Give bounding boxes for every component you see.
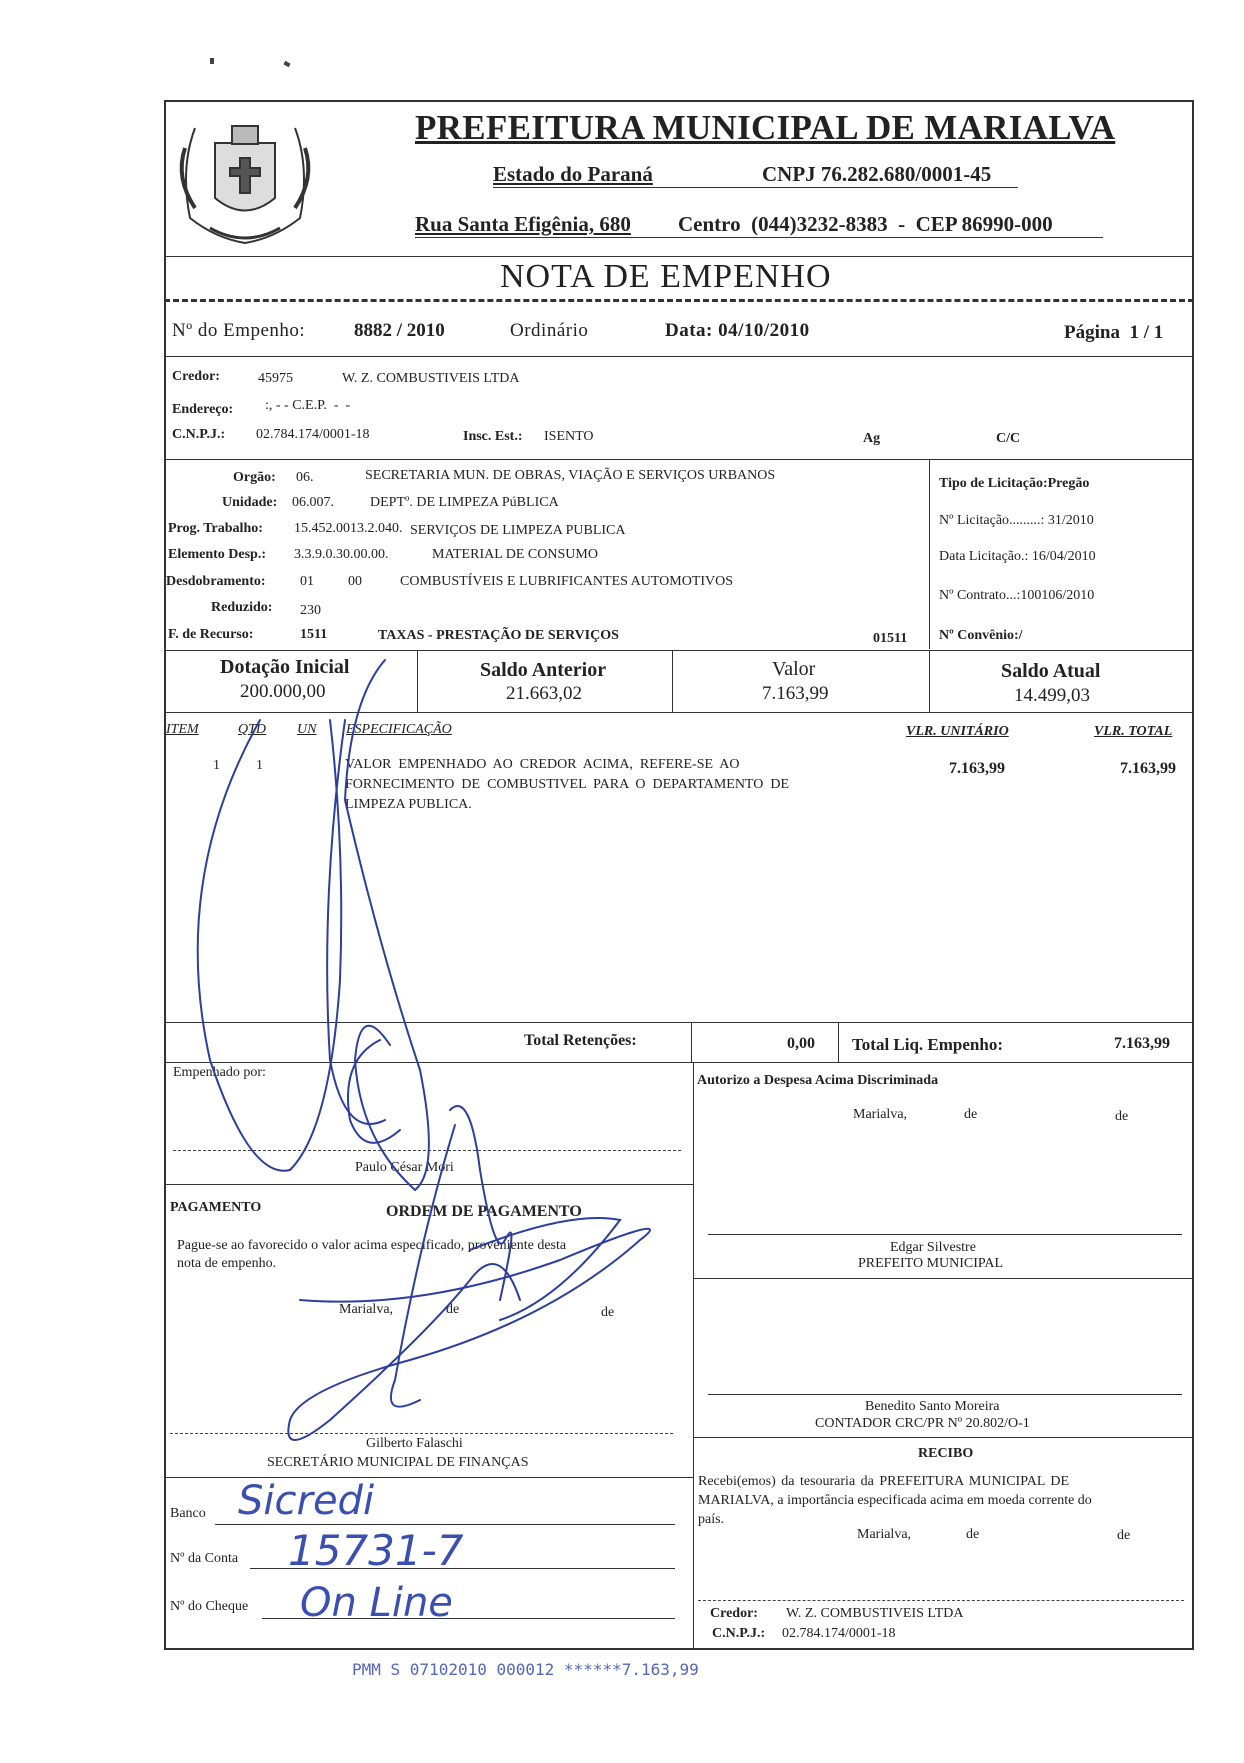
fonte-label: F. de Recurso: — [168, 627, 254, 642]
pagamento-text: nota de empenho. — [177, 1256, 277, 1271]
item-quantity: 1 — [256, 758, 263, 773]
coat-of-arms-icon — [170, 108, 320, 248]
numero-convenio: Nº Convênio:/ — [939, 628, 1023, 643]
cheque-handwritten-value: On Line — [300, 1580, 453, 1626]
divider — [691, 1022, 692, 1062]
signature-line — [173, 1150, 681, 1151]
endereco-value: :, - - C.E.P. - - — [265, 398, 351, 413]
column-item: ITEM — [166, 722, 199, 737]
item-unit-value: 7.163,99 — [949, 760, 1005, 777]
recibo-text: país. — [698, 1512, 725, 1527]
orgao-label: Orgão: — [233, 470, 276, 485]
cnpj-credor-label: C.N.P.J.: — [172, 427, 226, 442]
empenhado-label: Empenhado por: — [173, 1065, 266, 1080]
divider — [164, 299, 1194, 302]
signature-line — [698, 1600, 1184, 1601]
secretario-name: Gilberto Falaschi — [366, 1436, 463, 1451]
empenho-type: Ordinário — [510, 320, 589, 341]
pagamento-label: PAGAMENTO — [170, 1200, 262, 1215]
municipality-title: PREFEITURA MUNICIPAL DE MARIALVA — [415, 108, 1116, 147]
contador-name: Benedito Santo Moreira — [865, 1399, 1000, 1414]
divider — [164, 650, 1194, 651]
desdobramento-code: 01 — [300, 574, 314, 589]
autorizo-label: Autorizo a Despesa Acima Discriminada — [697, 1073, 939, 1088]
recibo-label: RECIBO — [918, 1446, 974, 1461]
item-description-line: FORNECIMENTO DE COMBUSTIVEL PARA O DEPARTAMENTO DE — [345, 777, 790, 792]
item-description-line: VALOR EMPENHADO AO CREDOR ACIMA, REFERE-SE AO — [345, 757, 740, 772]
recibo-cnpj-value: 02.784.174/0001-18 — [782, 1626, 896, 1641]
prog-label: Prog. Trabalho: — [168, 521, 263, 536]
date-de: de — [446, 1302, 460, 1317]
conta-handwritten-value: 15731-7 — [288, 1526, 464, 1575]
credor-code: 45975 — [258, 371, 293, 386]
ordem-pagamento-label: ORDEM DE PAGAMENTO — [386, 1203, 582, 1220]
date-de: de — [1117, 1528, 1131, 1543]
divider — [672, 650, 673, 712]
saldo-atual-label: Saldo Atual — [1001, 660, 1101, 682]
prog-code: 15.452.0013.2.040. — [294, 521, 403, 536]
retencoes-label: Total Retenções: — [524, 1032, 637, 1049]
saldo-anterior-label: Saldo Anterior — [480, 659, 607, 681]
recibo-cnpj-label: C.N.P.J.: — [712, 1626, 766, 1641]
unidade-label: Unidade: — [222, 495, 278, 510]
cnpj-credor-value: 02.784.174/0001-18 — [256, 427, 370, 442]
divider — [929, 459, 930, 649]
date-de: de — [966, 1527, 980, 1542]
scan-mark — [283, 61, 290, 67]
signature-line — [708, 1394, 1182, 1395]
banco-label: Banco — [170, 1506, 206, 1521]
divider — [693, 1278, 1194, 1279]
divider — [164, 256, 1194, 257]
orgao-code: 06. — [296, 470, 314, 485]
address-details: Centro (044)3232-8383 - CEP 86990-000 — [678, 212, 1053, 236]
state-label: Estado do Paraná — [493, 162, 653, 186]
fonte-code: 1511 — [300, 627, 328, 642]
data-licitacao: Data Licitação.: 16/04/2010 — [939, 549, 1096, 564]
credor-name: W. Z. COMBUSTIVEIS LTDA — [342, 371, 520, 386]
divider — [164, 1062, 1194, 1063]
recibo-credor-value: W. Z. COMBUSTIVEIS LTDA — [786, 1606, 964, 1621]
reduzido-value: 230 — [300, 603, 321, 618]
endereco-label: Endereço: — [172, 402, 234, 417]
total-liquido-value: 7.163,99 — [1114, 1035, 1170, 1052]
elemento-code: 3.3.9.0.30.00.00. — [294, 547, 389, 562]
prog-desc: SERVIÇOS DE LIMPEZA PUBLICA — [410, 523, 626, 538]
item-total-value: 7.163,99 — [1120, 760, 1176, 777]
address-label: Rua Santa Efigênia, 680 — [415, 212, 631, 236]
cc-label: C/C — [996, 431, 1021, 446]
empenho-number: 8882 / 2010 — [354, 320, 445, 341]
column-un: UN — [297, 722, 317, 737]
cnpj-label: CNPJ 76.282.680/0001-45 — [762, 162, 992, 186]
conta-label: Nº da Conta — [170, 1551, 239, 1566]
divider — [164, 712, 1194, 713]
retencoes-value: 0,00 — [787, 1035, 815, 1052]
scan-mark — [210, 58, 214, 64]
desdobramento-code-2: 00 — [348, 574, 362, 589]
valor-value: 7.163,99 — [762, 683, 829, 704]
column-valor-total: VLR. TOTAL — [1094, 724, 1173, 739]
pagamento-city: Marialva, — [339, 1302, 394, 1317]
orgao-desc: SECRETARIA MUN. DE OBRAS, VIAÇÃO E SERVIÇOS URBANOS — [365, 468, 776, 483]
divider — [164, 356, 1194, 357]
divider — [164, 1184, 693, 1185]
recibo-credor-label: Credor: — [710, 1606, 758, 1621]
recibo-text: Recebi(emos) da tesouraria da PREFEITURA MUNICIPAL DE — [698, 1474, 1070, 1489]
prefeito-title: PREFEITO MUNICIPAL — [858, 1256, 1004, 1271]
desdobramento-label: Desdobramento: — [166, 574, 266, 589]
empenho-date: Data: 04/10/2010 — [665, 320, 810, 341]
insc-value: ISENTO — [544, 429, 594, 444]
secretario-title: SECRETÁRIO MUNICIPAL DE FINANÇAS — [267, 1455, 529, 1470]
divider — [838, 1022, 839, 1062]
empenho-label: Nº do Empenho: — [172, 320, 306, 341]
fonte-number: 01511 — [873, 631, 908, 646]
elemento-desc: MATERIAL DE CONSUMO — [432, 547, 598, 562]
date-de: de — [601, 1305, 615, 1320]
item-number: 1 — [213, 758, 220, 773]
cheque-label: Nº do Cheque — [170, 1599, 249, 1614]
fonte-desc: TAXAS - PRESTAÇÃO DE SERVIÇOS — [378, 628, 619, 643]
document-title: NOTA DE EMPENHO — [500, 258, 832, 295]
dotacao-label: Dotação Inicial — [220, 656, 350, 678]
prefeito-name: Edgar Silvestre — [890, 1240, 976, 1255]
date-de: de — [1115, 1109, 1129, 1124]
numero-contrato: Nº Contrato...:100106/2010 — [939, 588, 1095, 603]
column-valor-unitario: VLR. UNITÁRIO — [906, 724, 1009, 739]
tipo-licitacao: Tipo de Licitação:Pregão — [939, 476, 1090, 491]
divider — [164, 1022, 1194, 1023]
ag-label: Ag — [863, 431, 881, 446]
reduzido-label: Reduzido: — [211, 600, 273, 615]
item-description-line: LIMPEZA PUBLICA. — [345, 797, 472, 812]
header-underline — [493, 187, 1018, 188]
page-number: Página 1 / 1 — [1064, 322, 1164, 343]
pagamento-text: Pague-se ao favorecido o valor acima especificado, proveniente desta — [177, 1238, 567, 1253]
saldo-atual-value: 14.499,03 — [1014, 685, 1090, 706]
unidade-desc: DEPTº. DE LIMPEZA PúBLICA — [370, 495, 559, 510]
numero-licitacao: Nº Licitação.........: 31/2010 — [939, 513, 1094, 528]
saldo-anterior-value: 21.663,02 — [506, 683, 582, 704]
valor-label: Valor — [772, 658, 816, 680]
divider — [693, 1437, 1194, 1438]
column-qtd: QTD — [238, 722, 267, 737]
insc-label: Insc. Est.: — [463, 429, 523, 444]
dotacao-value: 200.000,00 — [240, 681, 326, 702]
divider — [164, 459, 1194, 460]
autorizo-city: Marialva, — [853, 1107, 908, 1122]
recibo-city: Marialva, — [857, 1527, 912, 1542]
address-underline — [415, 237, 1103, 238]
divider — [929, 650, 930, 712]
desdobramento-desc: COMBUSTÍVEIS E LUBRIFICANTES AUTOMOTIVOS — [400, 574, 734, 589]
contador-title: CONTADOR CRC/PR Nº 20.802/O-1 — [815, 1416, 1030, 1431]
total-liquido-label: Total Liq. Empenho: — [852, 1035, 1003, 1054]
column-especificacao: ESPECIFICAÇÃO — [346, 722, 452, 737]
signature-line — [708, 1234, 1182, 1235]
date-de: de — [964, 1107, 978, 1122]
elemento-label: Elemento Desp.: — [168, 547, 266, 562]
recibo-text: MARIALVA, a importância especificada acima em moeda corrente do — [698, 1493, 1092, 1508]
signature-line — [170, 1433, 673, 1434]
divider — [693, 1062, 694, 1650]
payment-stamp: PMM S 07102010 000012 ******7.163,99 — [352, 1660, 699, 1679]
unidade-code: 06.007. — [292, 495, 334, 510]
divider — [417, 650, 418, 712]
credor-label: Credor: — [172, 369, 220, 384]
banco-handwritten-value: Sicredi — [238, 1478, 375, 1524]
empenhado-name: Paulo César Mori — [355, 1160, 454, 1175]
field-line — [215, 1524, 675, 1525]
